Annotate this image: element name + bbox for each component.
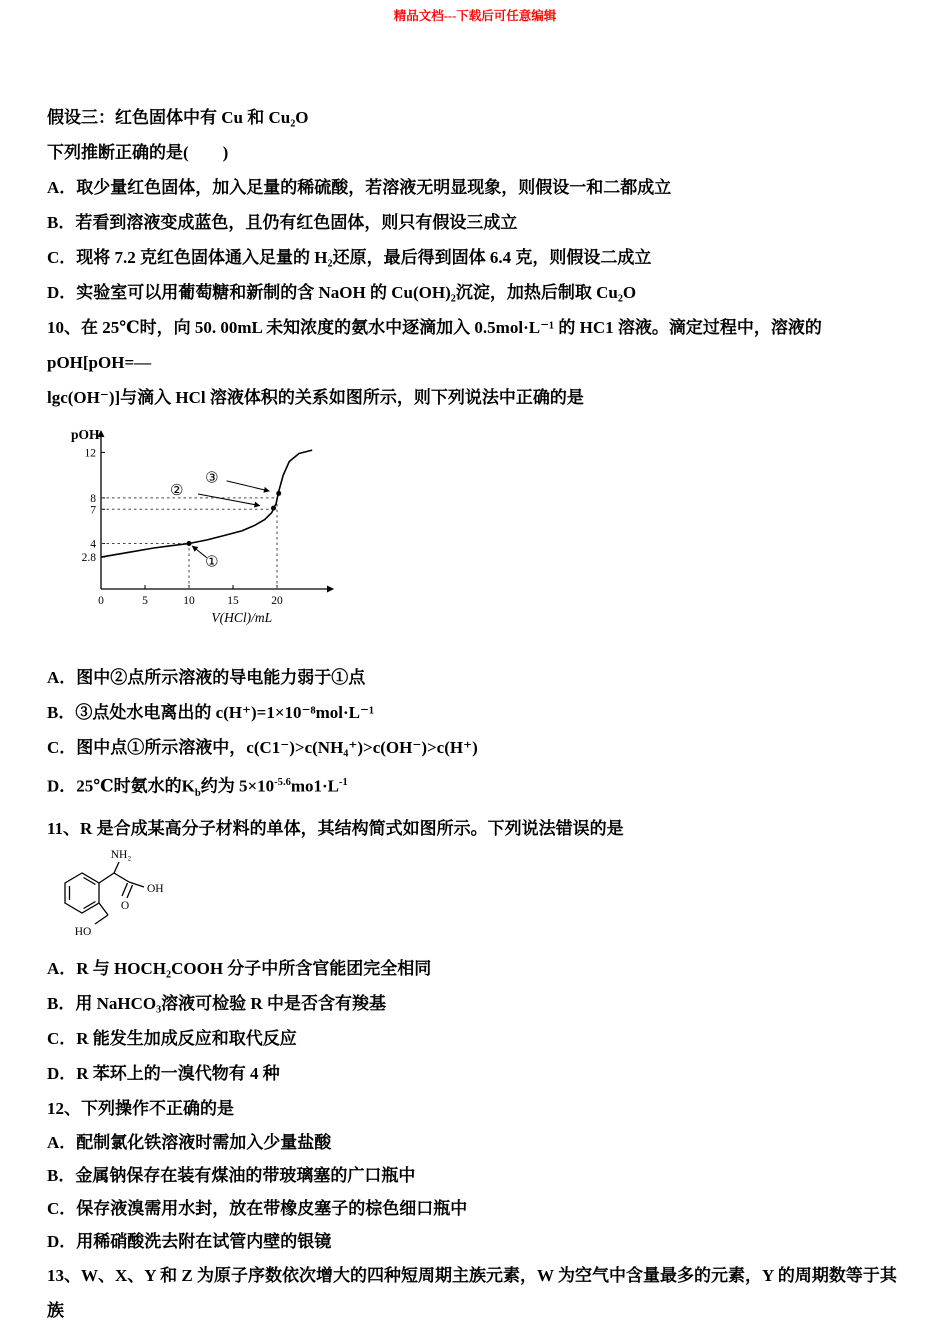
svg-text:0: 0 bbox=[98, 595, 104, 607]
q10-option-d bbox=[47, 765, 903, 811]
q10-option-b: B．③点处水电离出的 c(H⁺)=1×10⁻⁸mol·L⁻¹ bbox=[47, 703, 375, 722]
svg-text:2.8: 2.8 bbox=[81, 552, 96, 565]
q10-option-d-text: D．25℃时氨水的K bbox=[47, 776, 195, 796]
q11-option-d: D．R 苯环上的一溴代物有 4 种 bbox=[47, 1064, 280, 1084]
svg-text:20: 20 bbox=[271, 595, 283, 607]
svg-text:pOH: pOH bbox=[71, 427, 100, 442]
q10-option-c: C．图中点①所示溶液中，c(C1⁻)>c(NH₄⁺)>c(OH⁻)>c(H⁺) bbox=[47, 738, 478, 757]
svg-text:8: 8 bbox=[90, 492, 96, 505]
q13-stem: 13、W、X、Y 和 Z 为原子序数依次增大的四种短周期主族元素，W 为空气中含量最多的元素，Y 的周期数等于其族 bbox=[47, 1266, 897, 1321]
q10-option-d-subscript: b bbox=[194, 788, 201, 800]
q9-prompt: 下列推断正确的是( ) bbox=[47, 143, 229, 162]
svg-text:4: 4 bbox=[90, 538, 96, 551]
q11-option-b: B．用 NaHCO₃溶液可检验 R 中是否含有羧基 bbox=[47, 994, 386, 1014]
q10-option-d-text: 约为 5×10 bbox=[200, 776, 275, 796]
svg-text:③: ③ bbox=[205, 470, 219, 487]
q9-option-b: B．若看到溶液变成蓝色，且仍有红色固体，则只有假设三成立 bbox=[47, 213, 518, 232]
structure-label-oh: OH bbox=[147, 883, 164, 896]
q10-stem-line1: 10、在 25℃时，向 50. 00mL 未知浓度的氨水中逐滴加入 0.5mol·L⁻¹ 的 HC1 溶液。滴定过程中，溶液的 pOH[pOH=— bbox=[47, 318, 822, 372]
q10-option-d-superscript: -5.6 bbox=[274, 777, 291, 788]
q12-option-d: D．用稀硝酸洗去附在试管内壁的银镜 bbox=[47, 1232, 332, 1252]
structure-label-o: O bbox=[120, 900, 130, 913]
q11-option-a: A．R 与 HOCH₂COOH 分子中所含官能团完全相同 bbox=[47, 959, 432, 979]
q11-stem: 11、R 是合成某高分子材料的单体，其结构简式如图所示。下列说法错误的是 bbox=[47, 819, 624, 839]
q11-option-c: C．R 能发生加成反应和取代反应 bbox=[47, 1029, 297, 1049]
svg-text:①: ① bbox=[205, 554, 219, 571]
svg-text:15: 15 bbox=[227, 595, 239, 607]
svg-text:10: 10 bbox=[183, 595, 195, 607]
svg-text:V(HCl)/mL: V(HCl)/mL bbox=[211, 610, 273, 625]
q12-option-c: C．保存液溴需用水封，放在带橡皮塞子的棕色细口瓶中 bbox=[47, 1199, 468, 1219]
structure-label-nh2: NH₂ bbox=[110, 849, 132, 862]
q12-stem: 12、下列操作不正确的是 bbox=[47, 1099, 234, 1119]
q12-option-b: B．金属钠保存在装有煤油的带玻璃塞的广口瓶中 bbox=[47, 1166, 416, 1186]
q10-stem-line2: lgc(OH⁻)]与滴入 HCl 溶液体积的关系如图所示，则下列说法中正确的是 bbox=[47, 388, 584, 407]
q12-option-a: A．配制氯化铁溶液时需加入少量盐酸 bbox=[47, 1133, 332, 1153]
chemical-structure-svg bbox=[49, 846, 209, 951]
q10-option-a: A．图中②点所示溶液的导电能力弱于①点 bbox=[47, 668, 366, 687]
svg-text:5: 5 bbox=[142, 595, 148, 607]
chemical-structure bbox=[49, 846, 903, 951]
titration-chart-svg bbox=[49, 421, 349, 633]
svg-text:12: 12 bbox=[84, 447, 96, 460]
q10-option-d-text: mo1·L bbox=[290, 776, 340, 796]
watermark-header: 精品文档---下载后可任意编辑 bbox=[393, 9, 557, 23]
svg-text:②: ② bbox=[169, 482, 184, 499]
structure-label-ho: HO bbox=[74, 926, 92, 939]
q9-hypothesis: 假设三：红色固体中有 Cu 和 Cu₂O bbox=[47, 108, 309, 127]
q9-option-d: D．实验室可以用葡萄糖和新制的含 NaOH 的 Cu(OH)₂沉淀，加热后制取 Cu₂O bbox=[47, 283, 637, 302]
svg-text:7: 7 bbox=[90, 504, 96, 517]
q9-option-a: A．取少量红色固体，加入足量的稀硫酸，若溶液无明显现象，则假设一和二都成立 bbox=[47, 178, 672, 197]
titration-chart bbox=[49, 421, 903, 638]
q9-option-c: C．现将 7.2 克红色固体通入足量的 H₂还原，最后得到固体 6.4 克，则假设二成立 bbox=[47, 248, 652, 267]
q10-option-d-superscript: -1 bbox=[339, 777, 348, 788]
